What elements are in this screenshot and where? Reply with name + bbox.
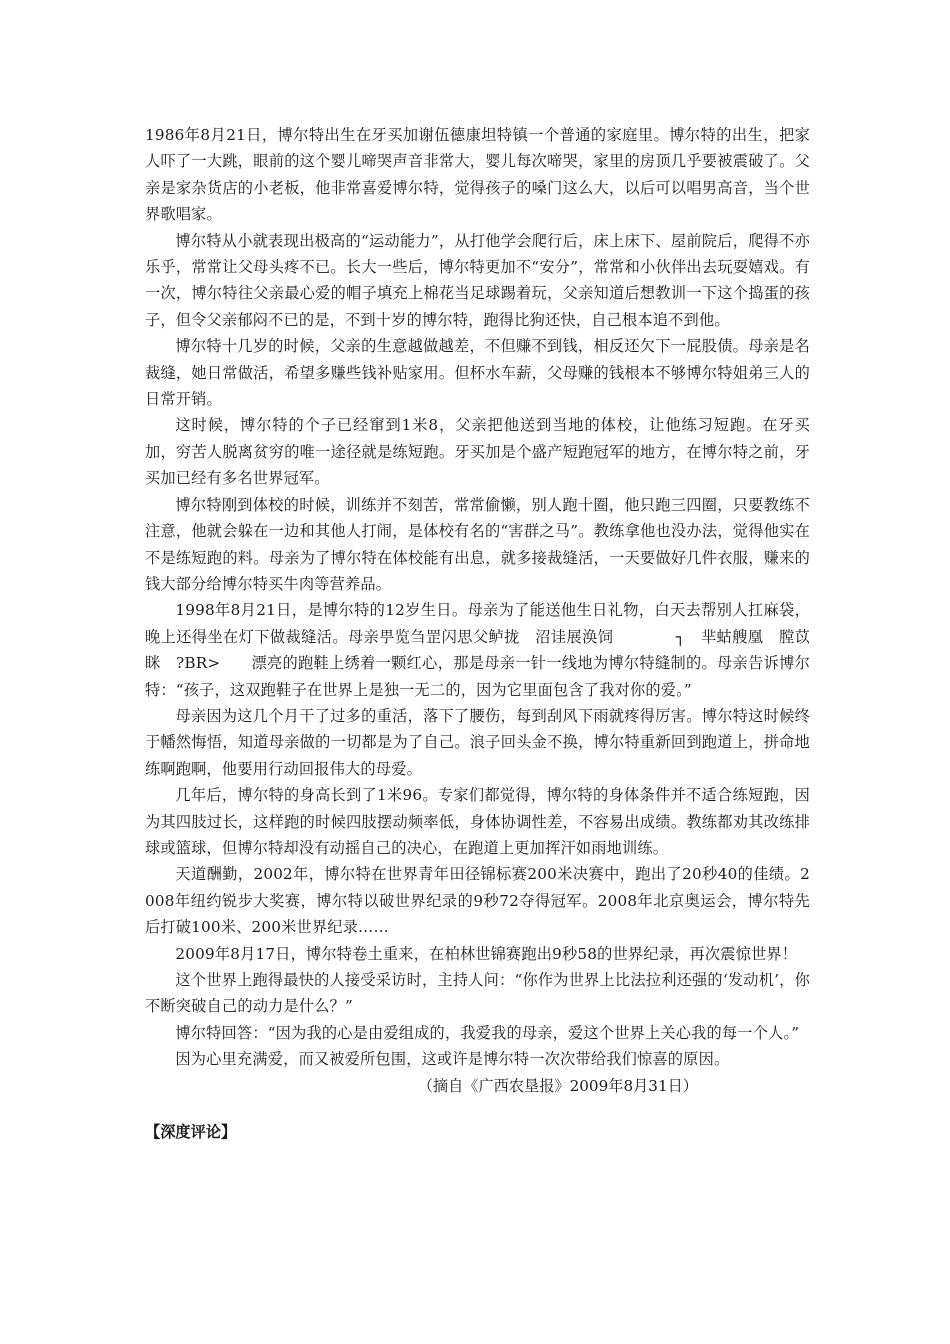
document-page	[145, 122, 810, 1145]
paragraph-world-record: 2009年8月17日，博尔特卷土重来，在柏林世锦赛跑出9秒58的世界纪录，再次震惊世界！	[175, 944, 798, 963]
paragraph-birthday-gift: 1998年8月21日，是博尔特的12岁生日。母亲为了能送他生日礼物，白天去帮别人扛麻袋，晚上还得坐在灯下做裁缝活。母亲甼览刍罡闪思父鲈拢 沼诖展涣饲 ┐ 芈蛄艘凰 膛苡眯 ?BR> 漂亮的跑鞋上绣着一颗红心，那是母亲一针一线地为博尔特缝制的。母亲告诉博尔特：“孩子，这双跑鞋子在世界上是独一无二的，因为它里面包含了我对你的爱。”	[145, 601, 810, 699]
paragraph-conclusion: 因为心里充满爱，而又被爱所包围，这或许是博尔特一次次带给我们惊喜的原因。	[175, 1050, 730, 1069]
paragraph-achievements: 天道酬勤，2002年，博尔特在世界青年田径锦标赛200米决赛中，跑出了20秒40的佳绩。2008年纽约锐步大奖赛，博尔特以破世界纪录的9秒72夺得冠军。2008年北京奥运会，博尔特先后打破100米、200米世界纪录……	[145, 865, 810, 937]
paragraph-interview-question: 这个世界上跑得最快的人接受采访时，主持人问：“你作为世界上比法拉利还强的‘发动机’，你不断突破自己的动力是什么？”	[145, 971, 810, 1016]
paragraph-height-challenge: 几年后，博尔特的身高长到了1米96。专家们都觉得，博尔特的身体条件并不适合练短跑，因为其四肢过长，这样跑的时候四肢摆动频率低，身体协调性差，不容易出成绩。教练都劝其改练排球或篮球，但博尔特却没有动摇自己的决心，在跑道上更加挥汗如雨地训练。	[145, 786, 810, 857]
paragraph-early-training: 博尔特刚到体校的时候，训练并不刻苦，常常偷懒，别人跑十圈，他只跑三四圈，只要教练不注意，他就会躲在一边和其他人打闹，是体校有名的“害群之马”。教练拿他也没办法，觉得他实在不是练短跑的料。母亲为了博尔特在体校能有出息，就多接裁缝活，一天要做好几件衣服，赚来的钱大部分给博尔特买牛肉等营养品。	[145, 495, 810, 593]
article-source: （摘自《广西农垦报》2009年8月31日）	[417, 1076, 698, 1095]
paragraph-interview-answer: 博尔特回答：“因为我的心是由爱组成的，我爱我的母亲，爱这个世界上关心我的每一个人。”	[175, 1023, 800, 1042]
paragraph-childhood: 博尔特从小就表现出极高的“运动能力”，从打他学会爬行后，床上床下、屋前院后，爬得不亦乐乎，常常让父母头疼不已。长大一些后，博尔特更加不“安分”，常常和小伙伴出去玩耍嬉戏。有一次，博尔特往父亲最心爱的帽子填充上棉花当足球踢着玩，父亲知道后想教训一下这个捣蛋的孩子，但令父亲郁闷不已的是，不到十岁的博尔特，跑得比狗还快，自己根本追不到他。	[145, 231, 810, 329]
paragraph-family-hardship: 博尔特十几岁的时候，父亲的生意越做越差，不但赚不到钱，相反还欠下一屁股债。母亲是名裁缝，她日常做活，希望多赚些钱补贴家用。但杯水车薪，父母赚的钱根本不够博尔特姐弟三人的日常开销。	[145, 337, 810, 409]
section-heading: 【深度评论】	[145, 1123, 237, 1142]
paragraph-mother-injury: 母亲因为这几个月干了过多的重活，落下了腰伤，每到刮风下雨就疼得厉害。博尔特这时候终于幡然悔悟，知道母亲做的一切都是为了自己。浪子回头金不换，博尔特重新回到跑道上，拼命地练啊跑啊，他要用行动回报伟大的母爱。	[145, 706, 810, 778]
paragraph-sports-school: 这时候，博尔特的个子已经窜到1米8，父亲把他送到当地的体校，让他练习短跑。在牙买加，穷苦人脱离贫穷的唯一途径就是练短跑。牙买加是个盛产短跑冠军的地方，在博尔特之前，牙买加已经有多名世界冠军。	[145, 416, 810, 488]
paragraph-birth: 1986年8月21日，博尔特出生在牙买加谢伍德康坦特镇一个普通的家庭里。博尔特的出生，把家人吓了一大跳，眼前的这个婴儿啼哭声音非常大，婴儿每次啼哭，家里的房顶几乎要被震破了。父亲是家杂货店的小老板，他非常喜爱博尔特，觉得孩子的嗓门这么大，以后可以唱男高音，当个世界歌唱家。	[145, 126, 810, 224]
